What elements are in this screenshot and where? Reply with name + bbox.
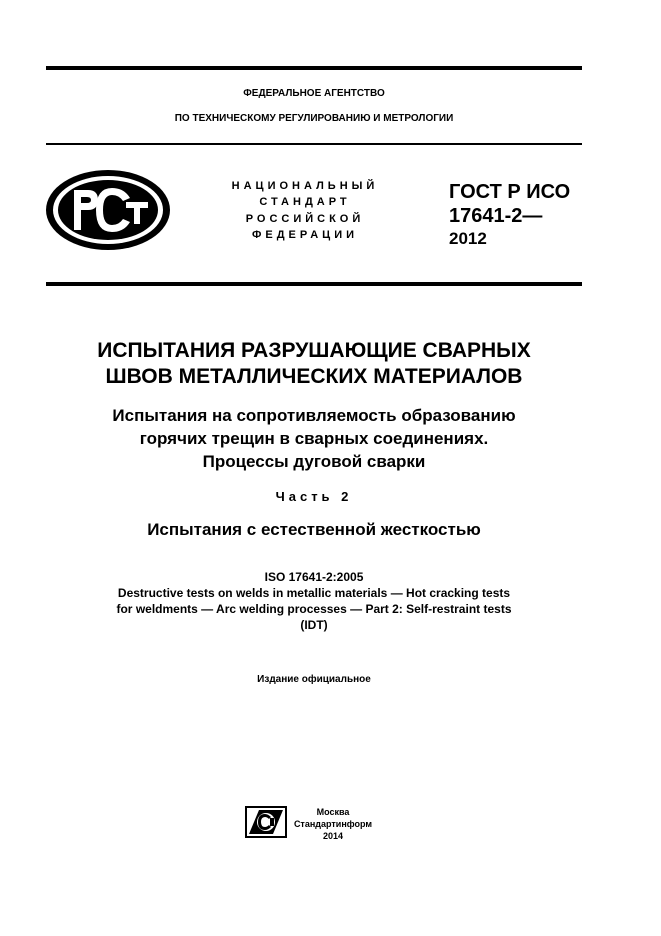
edition-label: Издание официальное (257, 674, 371, 685)
iso-title-line-1: Destructive tests on welds in metallic materials — Hot cracking tests (117, 586, 511, 600)
title-line-1: ИСПЫТАНИЯ РАЗРУШАЮЩИЕ СВАРНЫХ (97, 339, 531, 362)
part-title: Испытания с естественной жесткостью (147, 520, 481, 539)
document-title (46, 338, 582, 390)
publisher-name: Стандартинформ (293, 819, 373, 829)
top-rule (46, 66, 582, 70)
document-subtitle (46, 404, 582, 473)
standartinform-logo-icon (245, 806, 287, 838)
iso-title-line-3: (IDT) (300, 618, 328, 632)
rst-certification-mark-icon (44, 168, 172, 252)
subtitle-line-2: горячих трещин в сварных соединениях. (139, 429, 489, 448)
bottom-rule (46, 282, 582, 286)
national-line-4: ФЕДЕРАЦИИ (251, 229, 359, 241)
standard-code (449, 180, 570, 250)
middle-rule (46, 143, 582, 145)
standard-code-line-1: ГОСТ Р ИСО (449, 181, 571, 203)
national-line-3: РОССИЙСКОЙ (245, 213, 365, 225)
agency-line-1: ФЕДЕРАЛЬНОЕ АГЕНТСТВО (243, 88, 385, 99)
standard-code-year: 2012 (449, 229, 487, 248)
national-line-2: СТАНДАРТ (259, 196, 351, 208)
standard-code-line-2: 17641-2— (449, 205, 543, 227)
title-line-2: ШВОВ МЕТАЛЛИЧЕСКИХ МАТЕРИАЛОВ (105, 365, 523, 388)
part-number: Часть 2 (275, 489, 353, 504)
agency-line-2: ПО ТЕХНИЧЕСКОМУ РЕГУЛИРОВАНИЮ И МЕТРОЛОГИИ (174, 113, 454, 124)
iso-reference (46, 569, 582, 633)
subtitle-line-3: Процессы дуговой сварки (202, 452, 426, 471)
iso-number: ISO 17641-2:2005 (264, 570, 364, 584)
publisher-city: Москва (316, 807, 350, 817)
iso-title-line-2: for weldments — Arc welding processes — Part 2: Self-restraint tests (116, 602, 512, 616)
publisher-year: 2014 (322, 831, 344, 841)
national-line-1: НАЦИОНАЛЬНЫЙ (231, 180, 379, 192)
subtitle-line-1: Испытания на сопротивляемость образованию (112, 406, 516, 425)
publisher-block (288, 806, 378, 842)
